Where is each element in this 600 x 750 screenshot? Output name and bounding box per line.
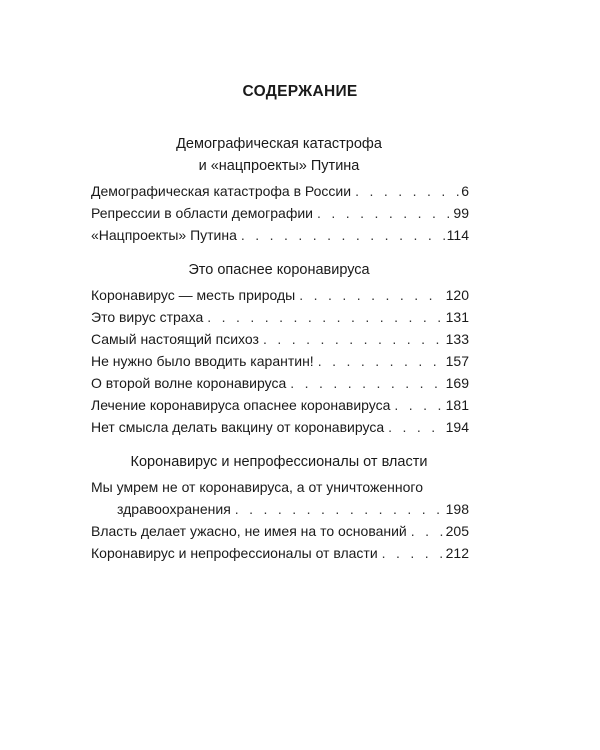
section-heading: Это опаснее коронавируса	[188, 262, 370, 278]
dot-leader	[235, 499, 444, 520]
dot-leader	[382, 543, 444, 564]
toc-entry-title: «Нацпроекты» Путина	[91, 227, 237, 243]
toc-entry-title: Самый настоящий психоз	[91, 331, 259, 347]
toc-entry[interactable]	[91, 417, 469, 438]
toc-entry-page: 120	[445, 287, 469, 303]
section-heading: Демографическая катастрофа	[176, 136, 382, 152]
toc-entry-title: Коронавирус и непрофессионалы от власти	[91, 545, 378, 561]
toc-entry-title: Репрессии в области демографии	[91, 205, 313, 221]
dot-leader	[290, 373, 443, 394]
toc-entry[interactable]	[91, 285, 469, 306]
toc-entry-title: здравоохранения	[117, 501, 231, 517]
toc-entry-title-first-line[interactable]: Мы умрем не от коронавируса, а от уничтоженного	[91, 479, 423, 495]
toc-entry-title: Нет смысла делать вакцину от коронавируса	[91, 419, 385, 435]
toc-entry[interactable]	[91, 181, 469, 202]
toc-entry[interactable]	[91, 203, 469, 224]
toc-entry[interactable]	[91, 395, 469, 416]
toc-entry-page: 198	[445, 501, 469, 517]
dot-leader	[411, 521, 444, 542]
toc-entry-page: 114	[446, 227, 469, 243]
toc-entry[interactable]	[91, 543, 469, 564]
dot-leader	[355, 181, 459, 202]
toc-entry-page: 99	[453, 205, 469, 221]
section-heading: и «нацпроекты» Путина	[198, 158, 360, 174]
dot-leader	[318, 351, 444, 372]
toc-entry-page: 133	[445, 331, 469, 347]
toc-entry-page: 6	[461, 183, 469, 199]
toc-entry-title: Это вирус страха	[91, 309, 204, 325]
toc-entry-page: 181	[445, 397, 469, 413]
toc-entry-page: 212	[445, 545, 469, 561]
toc-entry-title: Лечение коронавируса опаснее коронавируса	[91, 397, 391, 413]
dot-leader	[394, 395, 443, 416]
toc-entry[interactable]	[117, 499, 469, 520]
toc-entry-page: 205	[445, 523, 469, 539]
dot-leader	[388, 417, 444, 438]
section-heading: Коронавирус и непрофессионалы от власти	[130, 454, 428, 470]
toc-entry-page: 157	[445, 353, 469, 369]
dot-leader	[241, 225, 445, 246]
toc-entry[interactable]	[91, 329, 469, 350]
page-title: СОДЕРЖАНИЕ	[242, 83, 358, 100]
dot-leader	[299, 285, 443, 306]
dot-leader	[207, 307, 443, 328]
dot-leader	[263, 329, 444, 350]
toc-entry[interactable]	[91, 521, 469, 542]
toc-entry[interactable]	[91, 373, 469, 394]
toc-entry-title: О второй волне коронавируса	[91, 375, 287, 391]
toc-entry[interactable]	[91, 351, 469, 372]
toc-entry-title: Демографическая катастрофа в России	[91, 183, 352, 199]
toc-entry-title: Власть делает ужасно, не имея на то оснований	[91, 523, 407, 539]
toc-entry-title: Коронавирус — месть природы	[91, 287, 296, 303]
toc-entry-page: 131	[445, 309, 469, 325]
toc-entry-page: 169	[445, 375, 469, 391]
toc-entry[interactable]	[91, 307, 469, 328]
dot-leader	[317, 203, 451, 224]
toc-entry-page: 194	[445, 419, 469, 435]
toc-entry[interactable]	[91, 225, 469, 246]
toc-entry-title: Не нужно было вводить карантин!	[91, 353, 314, 369]
